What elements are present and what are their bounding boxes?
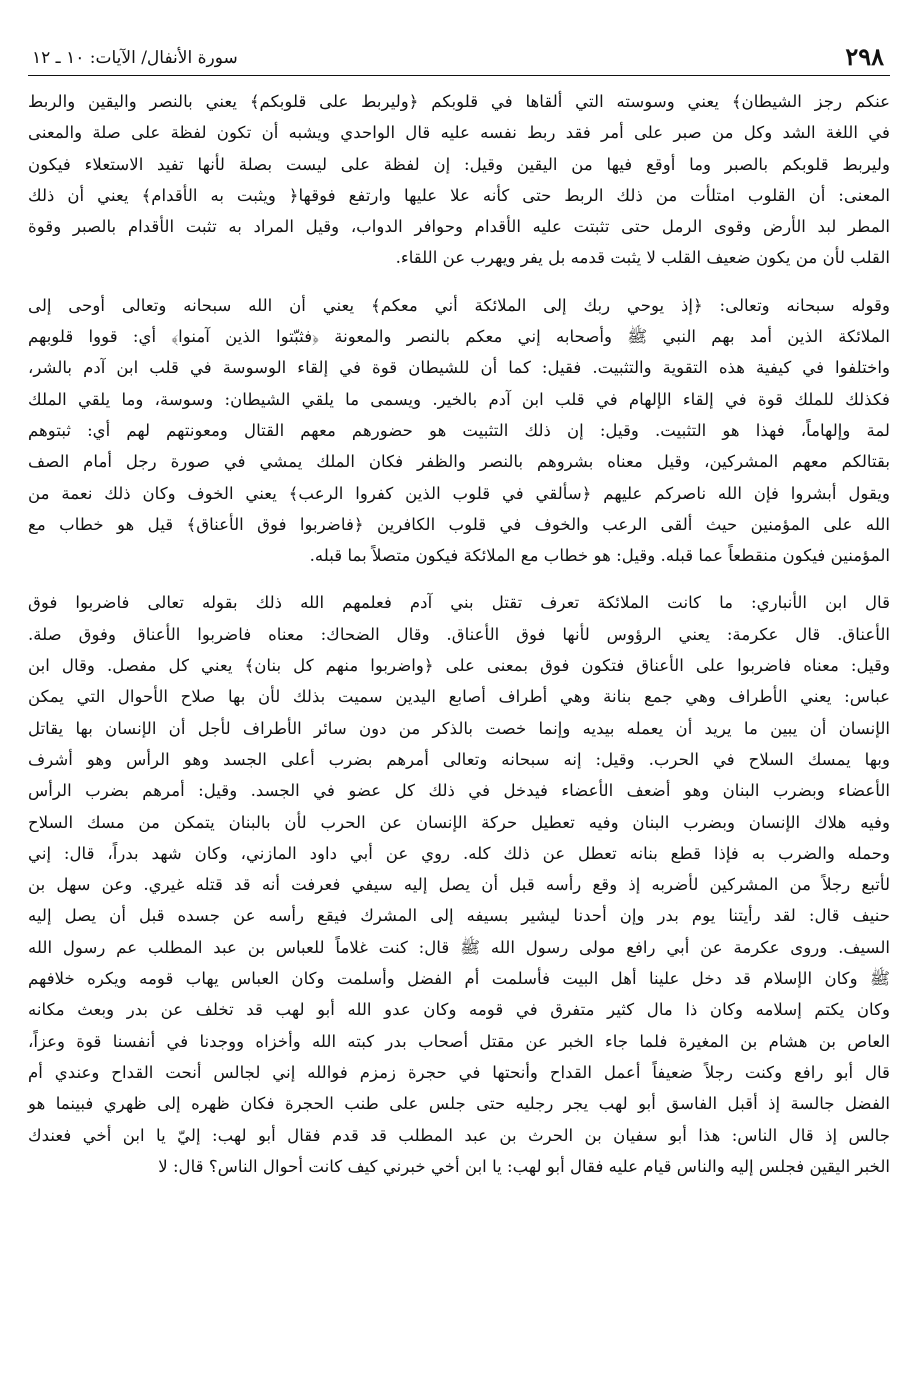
text-line: المطر لبد الأرض وقوى الرمل حتى تثبتت عليه الأقدام وحوافر الدواب، وقيل المراد به تثبت الأقدام بالصبر وقوة	[28, 217, 890, 237]
text-line: جالس إذ قال الناس: هذا أبو سفيان بن الحرث بن عبد المطلب قد قدم فقال أبو لهب: إليّ يا ابن أخي فعندك	[28, 1125, 890, 1145]
text-line: بقتالكم معهم المشركين، وقيل معناه بشروهم بالنصر والظفر فكان الملك يمشي في صورة رجل أمام الصف	[28, 452, 890, 472]
text-line: لأتبع رجلاً من المشركين لأضربه إذ وقع رأسه قبل أن يصل إليه سيفي فعرفت أنه قد قتله غيري. وعن سهل بن	[28, 875, 890, 895]
text-line: عنكم رجز الشيطان﴾ يعني وسوسته التي ألقاها في قلوبكم ﴿وليربط على قلوبكم﴾ يعني بالنصر واليقين والربط	[28, 92, 890, 111]
text-line: عباس: يعني الأطراف وهي جمع بنانة وهي أطراف أصابع اليدين سميت بذلك لأن بها صلاح الأحوال التي يمكن	[28, 687, 890, 707]
text-line: قال أبو رافع وكنت رجلاً ضعيفاً أعمل القداح وأنحتها في حجرة زمزم فوالله إني لجالس أنحت القداح وعندي أم	[28, 1062, 890, 1082]
text-line: الفضل جالسة إذ أقبل الفاسق أبو لهب يجر رجليه حتى جلس على طنب الحجرة فكان ظهره إلى ظهري فبينما هو	[28, 1094, 890, 1114]
text-line: الأعناق. قال عكرمة: يعني الرؤوس لأنها فوق الأعناق. وقال الضحاك: معناه فاضربوا الأعناق وفوق صلة.	[28, 624, 890, 644]
text-line: ﷺ وكان الإسلام قد دخل علينا أهل البيت فأسلمت أم الفضل وأسلمت وكان العباس يهاب قومه ويكره خلافهم	[28, 969, 890, 989]
paragraph	[28, 86, 890, 274]
text-line: ويقول أبشروا فإن الله ناصركم عليهم ﴿سألقي في قلوب الذين كفروا الرعب﴾ يعني الخوف وكان ذلك نعمة من	[28, 483, 890, 503]
text-line: المعنى: أن القلوب امتلأت من ذلك الربط حتى كأنه علا عليها وارتفع فوقها﴿ ويثبت به الأقدام﴾ يعني أن ذلك	[28, 185, 890, 205]
text-line: السيف. وروى عكرمة عن أبي رافع مولى رسول الله ﷺ قال: كنت غلاماً للعباس بن عبد المطلب عم رسول الله	[28, 937, 890, 957]
text-line: وحمله والضرب به فإذا قطع بنانه تعطل عن ذلك كله. روي عن أبي داود المازني، وكان شهد بدراً، قال: إني	[28, 843, 890, 863]
text-line: لمة وإلهاماً، فهذا هو التثبيت. وقيل: إن ذلك التثبيت هو حضورهم معهم القتال ومعونتهم لهم أي: ثبتوهم	[28, 420, 890, 440]
text-line: واختلفوا في كيفية هذه التقوية والتثبيت. فقيل: كما أن للشيطان قوة في إلقاء الوسوسة في قلب ابن آدم بالشر،	[28, 358, 890, 378]
page-body	[28, 86, 890, 1182]
text-line: حنيف قال: لقد رأيتنا يوم بدر وإن أحدنا ليشير بسيفه إلى المشرك فيقع رأسه عن جسده قبل أن يصل إليه	[28, 906, 890, 926]
text-line: في اللغة الشد وكل من صبر على أمر فقد ربط نفسه عليه قال الواحدي ويشبه أن تكون لفظة على صلة والمعنى	[28, 123, 890, 143]
text-line: وكان يكتم إسلامه وكان ذا مال كثير متفرق في قومه وكان عدو الله أبو لهب قد تخلف عن بدر وبعث مكانه	[28, 1000, 890, 1020]
page-number: ٢٩٨	[845, 42, 884, 71]
text-line: العاص بن هشام بن المغيرة فلما جاء الخبر عن مقتل أصحاب بدر كبته الله وأخزاه ووجدنا في أنفسنا قوة وعزاً،	[28, 1031, 890, 1051]
paragraph	[28, 587, 890, 1182]
text-line: الله على المؤمنين حيث ألقى الرعب والخوف في قلوب الكافرين ﴿فاضربوا فوق الأعناق﴾ قيل هو خطاب مع	[28, 514, 890, 534]
text-line: وبها يمسك السلاح في الحرب. وقيل: إنه سبحانه وتعالى أمرهم بضرب أعلى الجسد وهو الرأس وهو أشرف	[28, 749, 890, 769]
text-line: وفيه هلاك الإنسان وبضرب البنان وفيه تعطيل حركة الإنسان عن الحرب لأن بالبنان يتمكن من مسك السلاح	[28, 812, 890, 832]
text-line: قال ابن الأنباري: ما كانت الملائكة تعرف تقتل بني آدم فعلمهم الله ذلك بقوله تعالى فاضربوا فوق	[28, 593, 890, 613]
text-line: وقيل: معناه فاضربوا على الأعناق فتكون فوق بمعنى على ﴿واضربوا منهم كل بنان﴾ يعني كل مفصل. وقال ابن	[28, 656, 890, 676]
text-line: الإنسان أن يبين ما يريد أن يعمله بيديه وإنما خصت بالذكر من دون سائر الأطراف لأجل أن الإنسان بها يقاتل	[28, 718, 890, 738]
text-line: الخبر اليقين فجلس إليه والناس قيام عليه فقال أبو لهب: يا ابن أخي خبرني كيف كانت أحوال الناس؟ قال: لا	[158, 1156, 890, 1176]
text-line: فكذلك للملك قوة في إلقاء الإلهام في قلب ابن آدم بالخير. ويسمى ما يلقي الشيطان: وسوسة، وما يلقي الملك	[28, 389, 890, 409]
paragraph	[28, 290, 890, 572]
text-line: الأعضاء وبضرب البنان وهو أضعف الأعضاء فيدخل في ذلك كل عضو في الجسد. وقيل: أمرهم بضرب الرأس	[28, 781, 890, 801]
page-header	[28, 40, 890, 76]
text-line: القلب لأن من يكون ضعيف القلب لا يثبت قدمه بل يفر ويهرب عن اللقاء.	[395, 248, 890, 268]
text-line: وليربط قلوبكم بالصبر وما أوقع فيها من اليقين وقيل: إن لفظة على ليست بصلة لأنها تفيد الاستعلاء فيكون	[28, 154, 890, 174]
text-line: المؤمنين فيكون منقطعاً عما قبله. وقيل: هو خطاب مع الملائكة فيكون متصلاً بما قبله.	[309, 546, 890, 566]
text-line: الملائكة الذين أمد بهم النبي ﷺ وأصحابه إني معكم بالنصر والمعونة ﴿فثبّتوا الذين آمنوا﴾ أي: قووا قلوبهم	[28, 327, 890, 347]
text-line: وقوله سبحانه وتعالى: ﴿إذ يوحي ربك إلى الملائكة أني معكم﴾ يعني أن الله سبحانه وتعالى أوحى إلى	[28, 295, 890, 315]
running-head: سورة الأنفال/ الآيات: ١٠ ـ ١٢	[32, 48, 238, 68]
